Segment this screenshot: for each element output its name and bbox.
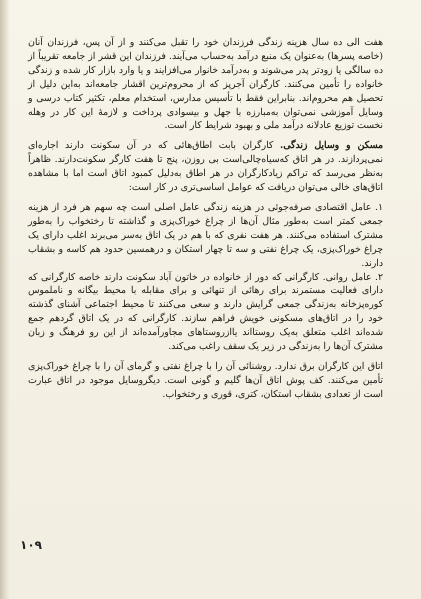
paragraph-1-text: هفت الی ده سال هزینه زندگی فرزندان خود را تقبل می‌کنند و از آن پس، فرزندان آنان (خاصه پسرها) به‌عنوان یک منبع درآمد به‌حساب می‌آیند. فرزندان این قشر از جامعه تقریباً از ده سالگی یا زودتر پدر می‌شوند و به‌درآمد خانوار می‌افزایند و یا وارد بازار کار شده و زندگی خانواده را تأمین می‌کنند. کارگران آجرپز که از محروم‌ترین اقشار جامعه‌اند به‌این دلیل از تحصیل هم محروم‌اند. بنابراین فقط با تأسیس مدارس، استخدام معلم، تکثیر کتاب درسی و وسایل آموزشی نمی‌توان به‌مبارزه با جهل و بیسوادی پرداخت و لازمهٔ این کار در وهله نخست توزیع عادلانه درآمد ملی و بهبود شرایط کار است. [28,37,383,132]
paragraph-3 [28,201,383,271]
paragraph-2-text: کارگران بابت اطاق‌هائی که در آن سکونت دارند اجاره‌ای نمی‌پردازند. در هر اتاق که‌سیاه‌چالی‌است بی روزن، پنج تا هفت کارگر سکونت‌دارند. ظاهراً به‌نظر می‌رسد که تراکم زیاد‌کارگران در هر اطاق به‌دلیل کمبود اتاق است اما با مشاهده اتاق‌های خالی می‌توان دریافت که عوامل اساسی‌تری در کار است: [28,140,383,194]
paragraph-5 [28,360,383,402]
page-number: ۱۰۹ [20,538,42,552]
paragraph-3-text: ۱. عامل اقتصادی صرفه‌جوئی در هزینه زندگی عامل اصلی است چه سهم هر فرد از هزینه جمعی کمتر است به‌طور مثال آن‌ها از چراغ خوراک‌پزی و گذاشته تا رختخواب را به‌طور مشترک استفاده می‌کنند. هر هفت نفری که با هم در یک اتاق به‌سر می‌برند اغلب دارای یک چراغ خوراک‌پزی، یک چراغ نفتی و سه تا چهار استکان و درهمسین حدود هم کاسه و بشقاب دارند. [28,201,383,269]
paragraph-1 [28,36,383,133]
paragraph-4-text: ۲. عامل روانی. کارگرانی که دور از خانواده در خاتون آباد سکونت دارند خاصه کارگرانی که دارای فعالیت مستمرند برای رهائی از تنهائی و برای مقابله با محیط بیگانه و ناملموس کوره‌پزخانه به‌زندگی جمعی گرایش دارند و سعی می‌کنند تا محیط اجتماعی آشنای گذشته خود را در اتاق‌های مسکونی خویش فراهم سازند. کارگرانی که در یک اتاق گردهم جمع شده‌اند اغلب متعلق به‌یک روستااند یااز‌روستاهای مجاور‌آمده‌اند از این رو فرهنگ و زبان مشترک آن‌ها را به‌زندگی در زیر یک سقف راغب می‌کند. [28,271,383,353]
paragraph-4 [28,271,383,354]
paragraph-2 [28,139,383,195]
binding-gutter [0,0,10,599]
paragraph-2-heading: مسکن و وسایل زندگی. [280,140,383,152]
body-text [28,36,383,402]
paragraph-5-text: اتاق این کارگران برق ندارد. روشنائی آن را با چراغ نفتی و گرمای آن را با چراغ خوراک‌پزی تأمین می‌کنند. کف پوش اتاق آن‌ها گلیم و گونی است. دیگروسایل موجود در اتاق عبارت است از تعدادی بشقاب استکان، کتری، قوری و رختخواب. [28,360,383,400]
